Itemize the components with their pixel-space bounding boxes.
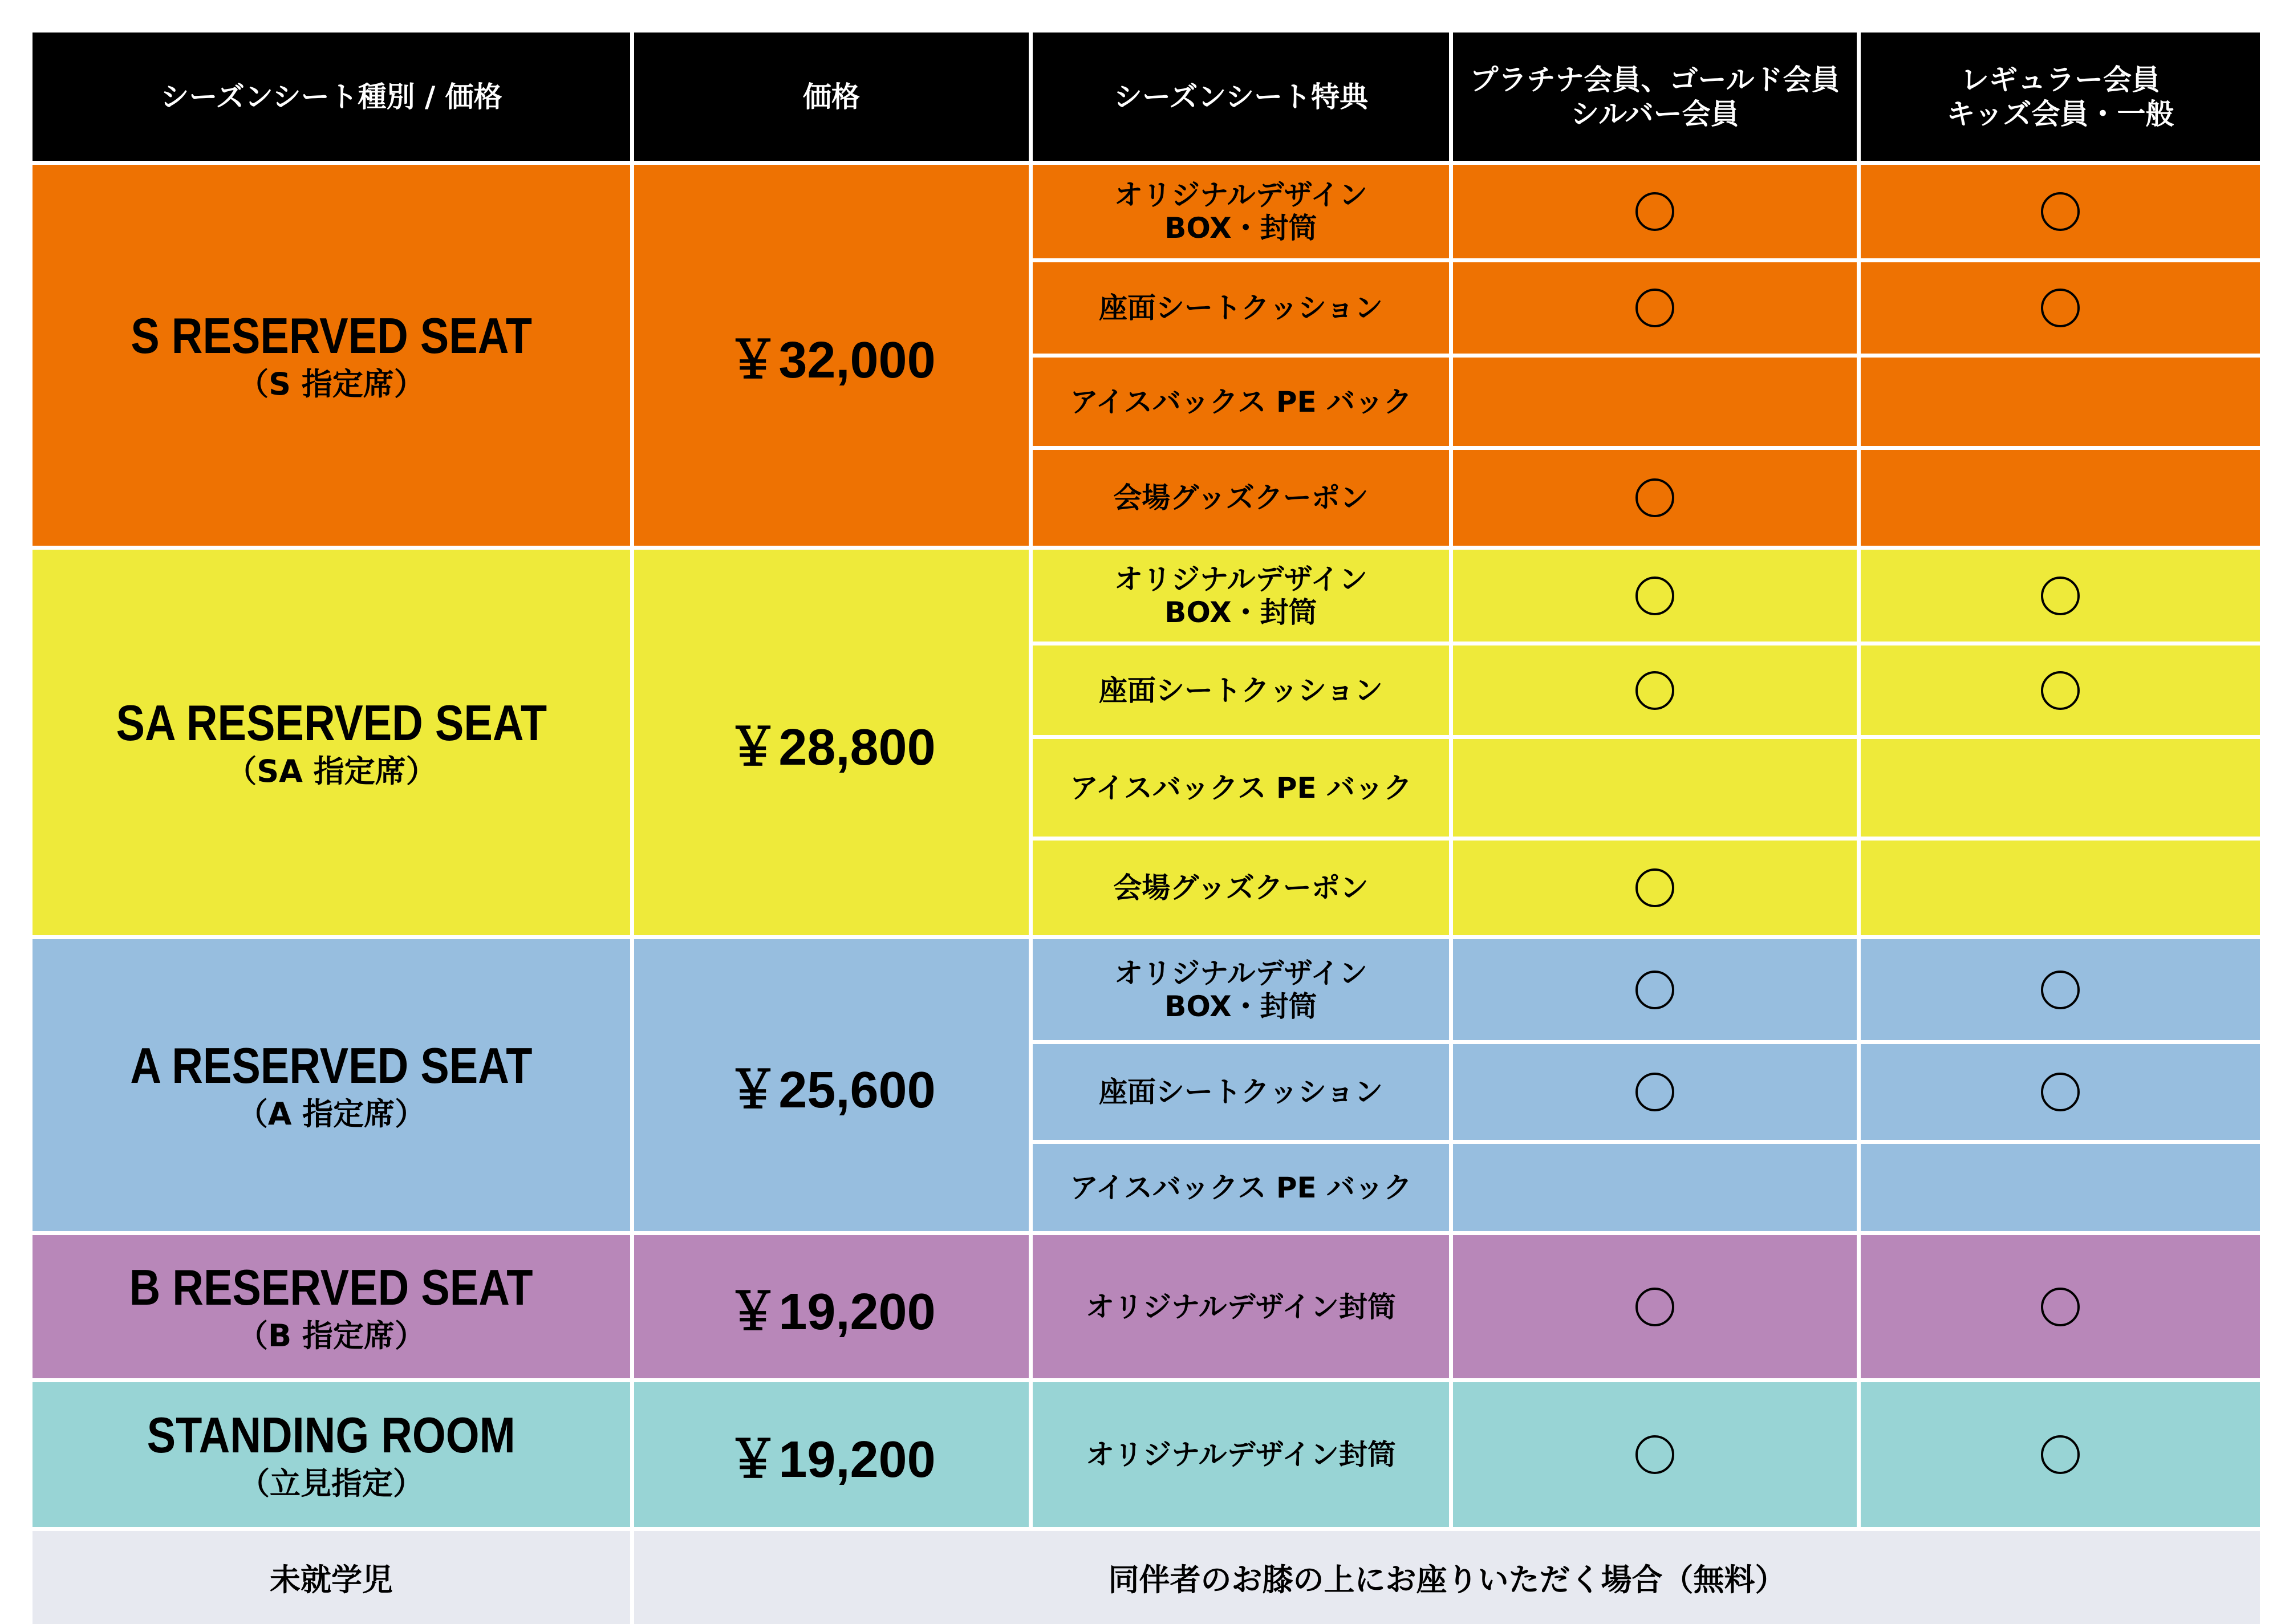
- price-a: ￥25,600: [634, 939, 1029, 1231]
- circle-mark: [2041, 1288, 2080, 1326]
- header-type-price: シーズンシート種別 / 価格: [33, 33, 630, 161]
- benefit-label: オリジナルデザイン BOX・封筒: [1033, 165, 1449, 258]
- footer-label: 未就学児: [33, 1531, 630, 1624]
- season-seat-table: [33, 33, 2251, 1598]
- circle-mark: [1635, 192, 1674, 231]
- premium-mark: [1453, 1144, 1857, 1231]
- seat-name-jp: （SA 指定席）: [226, 753, 437, 789]
- header-benefits: シーズンシート特典: [1033, 33, 1449, 161]
- seat-type-s: [33, 165, 630, 546]
- benefit-label: 座面シートクッション: [1033, 262, 1449, 354]
- premium-mark: [1453, 358, 1857, 446]
- price-b: ￥19,200: [634, 1235, 1029, 1378]
- seat-type-standing: [33, 1382, 630, 1527]
- seat-name: STANDING ROOM: [147, 1407, 516, 1463]
- header-regular-kids-general: レギュラー会員 キッズ会員・一般: [1861, 33, 2260, 161]
- premium-mark: [1453, 1044, 1857, 1140]
- circle-mark: [2041, 1073, 2080, 1111]
- circle-mark: [1635, 289, 1674, 327]
- seat-name-jp: （立見指定）: [239, 1465, 424, 1501]
- benefit-label: オリジナルデザイン封筒: [1033, 1382, 1449, 1527]
- benefit-label: 会場グッズクーポン: [1033, 841, 1449, 935]
- header-price: 価格: [634, 33, 1029, 161]
- circle-mark: [1635, 868, 1674, 907]
- premium-mark: [1453, 262, 1857, 354]
- regular-mark: [1861, 1044, 2260, 1140]
- benefit-label: オリジナルデザイン封筒: [1033, 1235, 1449, 1378]
- premium-mark: [1453, 939, 1857, 1040]
- circle-mark: [2041, 576, 2080, 615]
- regular-mark: [1861, 165, 2260, 258]
- seat-name: S RESERVED SEAT: [131, 307, 532, 364]
- benefit-label: 座面シートクッション: [1033, 1044, 1449, 1140]
- benefit-label: アイスバックス PE バック: [1033, 1144, 1449, 1231]
- circle-mark: [2041, 289, 2080, 327]
- premium-mark: [1453, 450, 1857, 546]
- circle-mark: [1635, 1435, 1674, 1474]
- header-platinum-gold-silver: プラチナ会員、ゴールド会員 シルバー会員: [1453, 33, 1857, 161]
- circle-mark: [2041, 971, 2080, 1009]
- regular-mark: [1861, 1382, 2260, 1527]
- regular-mark: [1861, 262, 2260, 354]
- circle-mark: [2041, 671, 2080, 710]
- seat-name: B RESERVED SEAT: [129, 1258, 533, 1316]
- regular-mark: [1861, 450, 2260, 546]
- circle-mark: [1635, 478, 1674, 517]
- premium-mark: [1453, 645, 1857, 735]
- circle-mark: [2041, 1435, 2080, 1474]
- premium-mark: [1453, 1382, 1857, 1527]
- benefit-label: 座面シートクッション: [1033, 645, 1449, 735]
- benefit-label: アイスバックス PE バック: [1033, 739, 1449, 837]
- circle-mark: [1635, 576, 1674, 615]
- regular-mark: [1861, 550, 2260, 642]
- circle-mark: [1635, 1288, 1674, 1326]
- price-s: ￥32,000: [634, 165, 1029, 546]
- circle-mark: [1635, 671, 1674, 710]
- benefit-label: アイスバックス PE バック: [1033, 358, 1449, 446]
- footer-note: 同伴者のお膝の上にお座りいただく場合（無料）: [634, 1531, 2260, 1624]
- regular-mark: [1861, 1235, 2260, 1378]
- premium-mark: [1453, 1235, 1857, 1378]
- circle-mark: [1635, 1073, 1674, 1111]
- seat-name-jp: （A 指定席）: [237, 1096, 426, 1132]
- regular-mark: [1861, 645, 2260, 735]
- premium-mark: [1453, 165, 1857, 258]
- seat-type-a: [33, 939, 630, 1231]
- regular-mark: [1861, 1144, 2260, 1231]
- seat-name-jp: （B 指定席）: [237, 1317, 425, 1354]
- regular-mark: [1861, 358, 2260, 446]
- benefit-label: オリジナルデザイン BOX・封筒: [1033, 550, 1449, 642]
- seat-name: SA RESERVED SEAT: [116, 695, 547, 751]
- circle-mark: [2041, 192, 2080, 231]
- seat-type-sa: [33, 550, 630, 935]
- benefit-label: オリジナルデザイン BOX・封筒: [1033, 939, 1449, 1040]
- benefit-label: 会場グッズクーポン: [1033, 450, 1449, 546]
- regular-mark: [1861, 841, 2260, 935]
- price-sa: ￥28,800: [634, 550, 1029, 935]
- price-standing: ￥19,200: [634, 1382, 1029, 1527]
- premium-mark: [1453, 739, 1857, 837]
- seat-name: A RESERVED SEAT: [130, 1037, 533, 1094]
- seat-name-jp: （S 指定席）: [238, 366, 425, 402]
- regular-mark: [1861, 739, 2260, 837]
- premium-mark: [1453, 550, 1857, 642]
- circle-mark: [1635, 971, 1674, 1009]
- regular-mark: [1861, 939, 2260, 1040]
- premium-mark: [1453, 841, 1857, 935]
- seat-type-b: [33, 1235, 630, 1378]
